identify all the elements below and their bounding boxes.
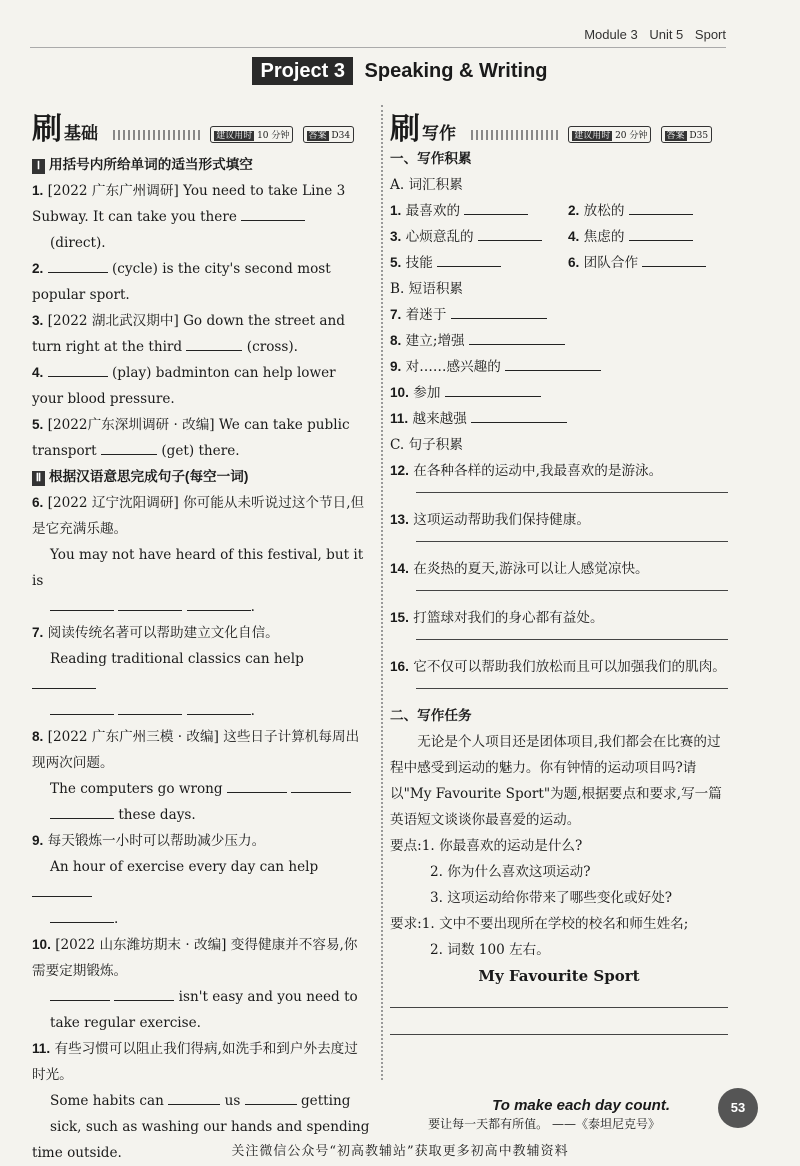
question-5: 5. [2022广东深圳调研 · 改编] We can take public transport (get) there. [32, 417, 350, 459]
page-title [0, 60, 800, 83]
project-name: Speaking & Writing [364, 60, 548, 82]
page-header [576, 27, 726, 42]
answer-blank[interactable] [451, 303, 547, 319]
motto-zh: 要让每一天都有所值。 ——《泰坦尼克号》 [428, 1117, 660, 1131]
answer-blank[interactable] [168, 1089, 220, 1105]
answer-blank[interactable] [629, 225, 693, 241]
vocab-item: 5. 技能 [390, 250, 568, 276]
answer-blank[interactable] [629, 199, 693, 215]
essay-line[interactable] [390, 1034, 728, 1035]
answer-blank[interactable] [187, 595, 251, 611]
writing-accum-title: 一、写作积累 [390, 151, 472, 166]
task-description: 无论是个人项目还是团体项目,我们都会在比赛的过程中感受到运动的魅力。你有钟情的运动项目吗?请以"My Favourite Sport"为题,根据要点和要求,写一篇英语短文谈谈你最喜爱的运动。 [390, 734, 722, 828]
vocab-item: 6. 团队合作 [568, 250, 728, 276]
sentence-item: 16. 它不仅可以帮助我们放松而且可以加强我们的肌肉。 [390, 654, 728, 689]
answer-line[interactable] [416, 639, 728, 640]
essay-title: My Favourite Sport [478, 967, 640, 985]
header-divider [30, 47, 726, 48]
writing-task-title: 二、写作任务 [390, 708, 472, 723]
answer-badge: 答案 D34 [303, 126, 355, 143]
right-section-header [390, 104, 730, 148]
answer-blank[interactable] [50, 595, 114, 611]
answer-blank[interactable] [50, 699, 114, 715]
part1-title: Ⅰ 用括号内所给单词的适当形式填空 [32, 152, 370, 178]
sentence-item: 15. 打篮球对我们的身心都有益处。 [390, 605, 728, 640]
answer-blank[interactable] [505, 355, 601, 371]
decor-dots [471, 130, 559, 140]
answer-blank[interactable] [48, 361, 108, 377]
answer-blank[interactable] [48, 257, 108, 273]
answer-blank[interactable] [227, 777, 287, 793]
right-column [390, 146, 728, 1035]
answer-blank[interactable] [118, 595, 182, 611]
answer-blank[interactable] [50, 803, 114, 819]
answer-blank[interactable] [245, 1089, 297, 1105]
project-tag: Project 3 [252, 57, 352, 85]
sentence-item: 12. 在各种各样的运动中,我最喜欢的是游泳。 [390, 458, 728, 493]
answer-line[interactable] [416, 541, 728, 542]
right-section-sub: 写作 [422, 124, 456, 144]
question-3: 3. [2022 湖北武汉期中] Go down the street and turn right at the third (cross). [32, 313, 345, 355]
footer-notice: 关注微信公众号“初高教辅站”获取更多初高中教辅资料 [231, 1144, 569, 1159]
answer-blank[interactable] [101, 439, 157, 455]
answer-blank[interactable] [114, 985, 174, 1001]
req-item: 2. 词数 100 左右。 [430, 942, 550, 958]
column-divider [381, 105, 383, 1080]
answer-blank[interactable] [50, 907, 114, 923]
question-1: 1. [2022 广东广州调研] You need to take Line 3 Subway. It can take you there (direct). [32, 183, 346, 251]
question-4: 4. (play) badminton can help lower your blood pressure. [32, 360, 370, 412]
decor-dots [113, 130, 201, 140]
answer-blank[interactable] [241, 205, 305, 221]
left-section-header [32, 104, 372, 148]
unit-label: Unit 5 [649, 27, 684, 42]
answer-line[interactable] [416, 688, 728, 689]
point-item: 2. 你为什么喜欢这项运动? [430, 864, 591, 880]
sentence-item: 14. 在炎热的夏天,游泳可以让人感觉凉快。 [390, 556, 728, 591]
answer-blank[interactable] [50, 985, 110, 1001]
question-9: 9. 每天锻炼一小时可以帮助减少压力。 An hour of exercise every day can help . [32, 833, 319, 927]
point-item: 3. 这项运动给你带来了哪些变化或好处? [430, 890, 673, 906]
answer-blank[interactable] [291, 777, 351, 793]
answer-blank[interactable] [471, 407, 567, 423]
answer-badge: 答案 D35 [661, 126, 713, 143]
question-11: 11. 有些习惯可以阻止我们得病,如洗手和到户外去度过时光。 Some habits can us getting sick, such as washing our hands and spending time outside. [32, 1041, 370, 1161]
left-section-sub: 基础 [64, 124, 98, 144]
vocab-item: 4. 焦虑的 [568, 224, 728, 250]
time-badge: 建议用时 10 分钟 [210, 126, 293, 143]
part2-title: Ⅱ 根据汉语意思完成句子(每空一词) [32, 464, 370, 490]
answer-line[interactable] [416, 492, 728, 493]
answer-blank[interactable] [32, 673, 96, 689]
time-badge: 建议用时 20 分钟 [568, 126, 651, 143]
motto-en: To make each day count. [492, 1097, 670, 1114]
answer-blank[interactable] [642, 251, 706, 267]
question-8: 8. [2022 广东广州三模 · 改编] 这些日子计算机每周出现两次问题。 The computers go wrong these days. [32, 729, 360, 823]
answer-blank[interactable] [445, 381, 541, 397]
vocab-title: A. 词汇积累 [390, 177, 463, 193]
page-number: 53 [718, 1088, 758, 1128]
question-6: 6. [2022 辽宁沈阳调研] 你可能从未听说过这个节日,但是它充满乐趣。 You may not have heard of this festival, but it is . [32, 495, 365, 615]
phrase-item: 10. 参加 [390, 380, 728, 406]
answer-blank[interactable] [478, 225, 542, 241]
phrase-item: 7. 着迷于 [390, 302, 728, 328]
shua-char: 刷 [390, 112, 420, 147]
phrase-item: 9. 对……感兴趣的 [390, 354, 728, 380]
answer-blank[interactable] [437, 251, 501, 267]
vocab-item: 1. 最喜欢的 [390, 198, 568, 224]
essay-line[interactable] [390, 1007, 728, 1008]
vocab-item: 2. 放松的 [568, 198, 728, 224]
req-row: 要求:1. 文中不要出现所在学校的校名和师生姓名; [390, 916, 689, 932]
left-column [32, 152, 370, 1166]
topic-label: Sport [694, 27, 726, 42]
sentence-item: 13. 这项运动帮助我们保持健康。 [390, 507, 728, 542]
answer-line[interactable] [416, 590, 728, 591]
question-7: 7. 阅读传统名著可以帮助建立文化自信。 Reading traditional classics can help . [32, 625, 304, 719]
question-10: 10. [2022 山东潍坊期末 · 改编] 变得健康并不容易,你需要定期锻炼。 isn't easy and you need to take regular exercise. [32, 937, 358, 1031]
shua-char: 刷 [32, 112, 62, 147]
answer-blank[interactable] [187, 699, 251, 715]
vocab-item: 3. 心烦意乱的 [390, 224, 568, 250]
answer-blank[interactable] [118, 699, 182, 715]
vocab-grid [390, 198, 728, 276]
sentence-title: C. 句子积累 [390, 437, 463, 453]
module-label: Module 3 [584, 27, 638, 42]
answer-blank[interactable] [32, 881, 92, 897]
points-row: 要点:1. 你最喜欢的运动是什么? [390, 838, 583, 854]
phrase-title: B. 短语积累 [390, 281, 464, 297]
answer-blank[interactable] [464, 199, 528, 215]
phrase-item: 11. 越来越强 [390, 406, 728, 432]
answer-blank[interactable] [469, 329, 565, 345]
question-2: 2. (cycle) is the city's second most popular sport. [32, 256, 370, 308]
answer-blank[interactable] [186, 335, 242, 351]
phrase-item: 8. 建立;增强 [390, 328, 728, 354]
